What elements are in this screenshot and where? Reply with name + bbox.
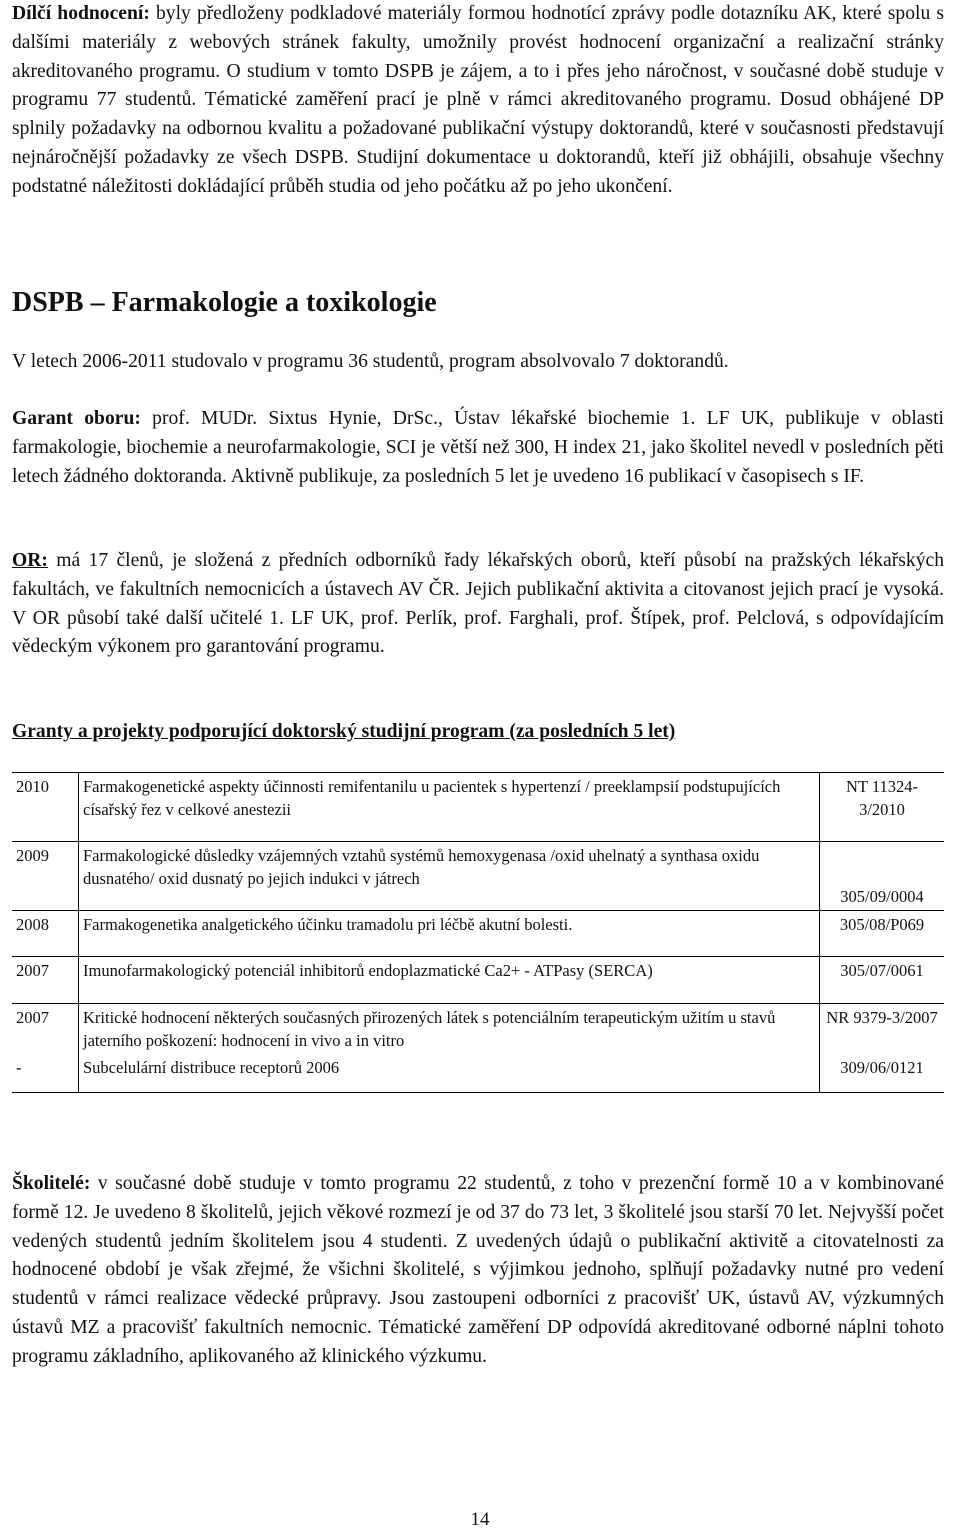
grant-year: 2010	[12, 773, 79, 842]
guarantor-text: prof. MUDr. Sixtus Hynie, DrSc., Ústav lékařské biochemie 1. LF UK, publikuje v oblasti farmakologie, biochemie a neurofarmakologie, SCI je větší než 300, H index 21, jako školitel nevedl v posledních pěti letech žádného doktoranda. Aktivně publikuje, za posledních 5 let je uvedeno 16 publikací v časopisech s IF.	[12, 408, 944, 487]
partial-evaluation-text: byly předloženy podkladové materiály formou hodnotící zprávy podle dotazníku AK, které spolu s dalšími materiály z webových stránek fakulty, umožnily provést hodnocení organizační a realizační stránky akreditovaného programu. O studium v tomto DSPB je zájem, a to i přes jeho náročnost, v současné době studuje v programu 77 studentů. Tématické zaměření prací je plně v rámci akreditovaného programu. Dosud obhájené DP splnily požadavky na odbornou kvalitu a požadované publikační výstupy doktorandů, které v současnosti představují nejnáročnější požadavky ze všech DSPB. Studijní dokumentace u doktorandů, kteří již obhájili, obsahuje všechny podstatné náležitosti dokládající průběh studia od jeho počátku až po jeho ukončení.	[12, 3, 944, 197]
grant-year: 2008	[12, 911, 79, 957]
guarantor-label: Garant oboru:	[12, 408, 141, 429]
partial-evaluation-paragraph	[12, 0, 944, 202]
grant-code: 305/07/0061	[820, 957, 945, 1004]
grant-title: Subcelulární distribuce receptorů 2006	[79, 1054, 820, 1093]
grant-year: 2009	[12, 842, 79, 911]
grant-year: 2007	[12, 1004, 79, 1055]
supervisors-paragraph	[12, 1170, 944, 1372]
board-text: má 17 členů, je složená z předních odborníků řady lékařských oborů, kteří působí na pražských lékařských fakultách, ve fakultních nemocnicích a ústavech AV ČR. Jejich publikační aktivita a citovanost jejich prací je vysoká. V OR působí také další učitelé 1. LF UK, prof. Perlík, prof. Farghali, prof. Štípek, prof. Pelclová, s odpovídajícím vědeckým výkonem pro garantování programu.	[12, 550, 944, 658]
grant-title: Imunofarmakologický potenciál inhibitorů endoplazmatické Ca2+ - ATPasy (SERCA)	[79, 957, 820, 1004]
grant-code: NR 9379-3/2007	[820, 1004, 945, 1055]
section-heading: DSPB – Farmakologie a toxikologie	[12, 287, 437, 318]
grant-title: Farmakogenetické aspekty účinnosti remifentanilu u pacientek s hypertenzí / preeklampsií podstupujících císařský řez v celkové anestezii	[79, 773, 820, 842]
supervisors-label: Školitelé:	[12, 1173, 91, 1194]
grant-code: 309/06/0121	[820, 1054, 945, 1093]
grants-heading: Granty a projekty podporující doktorský studijní program (za posledních 5 let)	[12, 721, 676, 742]
grants-table	[12, 772, 944, 1093]
guarantor-paragraph	[12, 405, 944, 491]
grant-title: Farmakogenetika analgetického účinku tramadolu pri léčbě akutní bolesti.	[79, 911, 820, 957]
grant-code: 305/08/P069	[820, 911, 945, 957]
students-summary: V letech 2006-2011 studovalo v programu 36 studentů, program absolvovalo 7 doktorandů.	[12, 351, 729, 372]
board-paragraph	[12, 547, 944, 662]
table-row	[12, 1054, 944, 1093]
supervisors-text: v současné době studuje v tomto programu 22 studentů, z toho v prezenční formě 10 a v kombinované formě 12. Je uvedeno 8 školitelů, jejich věkové rozmezí je od 37 do 73 let, 3 školitelé jsou starší 70 let. Nejvyšší počet vedených studentů jedním školitelem jsou 4 studenti. Z uvedených údajů o publikační aktivitě a citovatelnosti za hodnocené období je však zřejmé, že všichni školitelé, s výjimkou jednoho, splňují požadavky nutné pro vedení studentů v rámci realizace vědecké průpravy. Jsou zastoupeni odborníci z pracovišť UK, ústavů AV, výzkumných ústavů MZ a pracovišť fakultních nemocnic. Tématické zaměření DP odpovídá akreditované odborné náplni tohoto programu základního, aplikovaného až klinického výzkumu.	[12, 1173, 944, 1367]
page-number: 14	[470, 1509, 490, 1530]
grant-title: Kritické hodnocení některých současných přirozených látek s potenciálním terapeutickým užitím u stavů jaterního poškození: hodnocení in vivo a in vitro	[79, 1004, 820, 1055]
grant-year: -	[12, 1054, 79, 1093]
grant-code: 305/09/0004	[820, 842, 945, 911]
grant-code: NT 11324-3/2010	[820, 773, 945, 842]
table-row	[12, 773, 944, 842]
board-label: OR:	[12, 550, 48, 571]
table-row	[12, 957, 944, 1004]
table-row	[12, 911, 944, 957]
table-row	[12, 1004, 944, 1055]
partial-evaluation-label: Dílčí hodnocení:	[12, 3, 150, 24]
grant-year: 2007	[12, 957, 79, 1004]
grant-title: Farmakologické důsledky vzájemných vztahů systémů hemoxygenasa /oxid uhelnatý a synthasa oxidu dusnatého/ oxid dusnatý po jejich indukci v játrech	[79, 842, 820, 911]
table-row	[12, 842, 944, 911]
